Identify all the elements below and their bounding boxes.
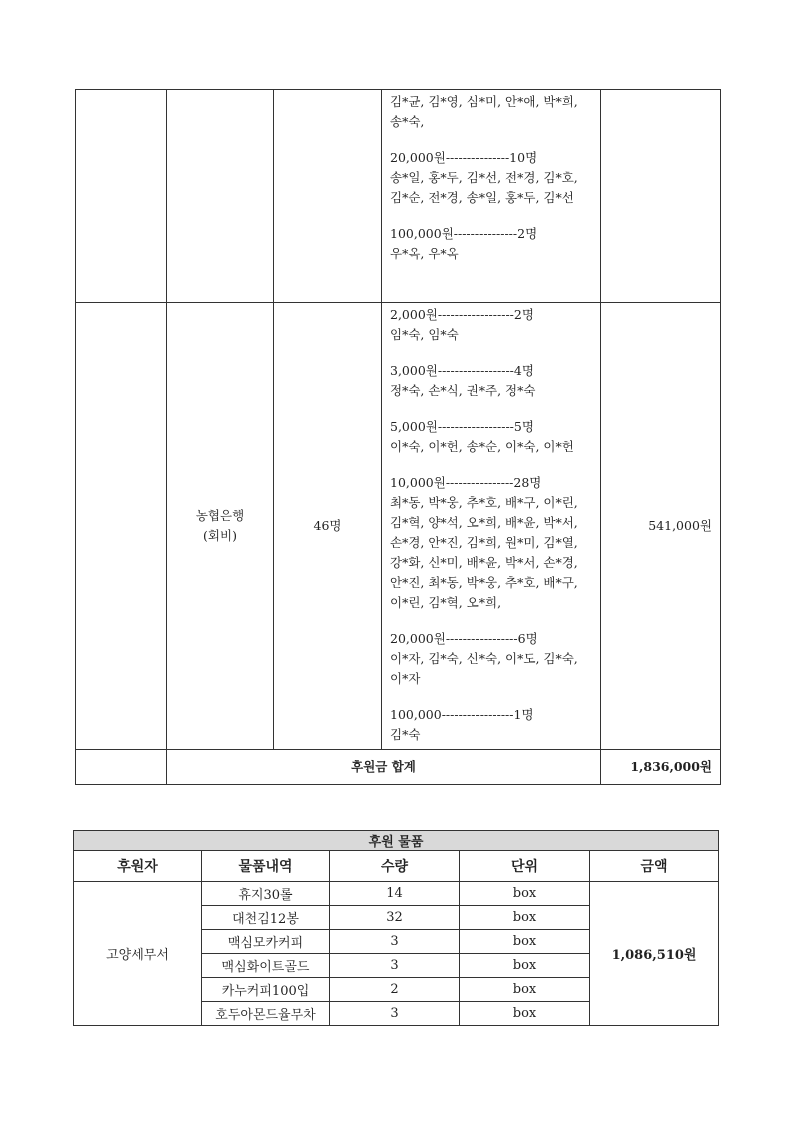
column-header-item: 물품내역 — [202, 851, 330, 882]
item-name: 호두아몬드율무차 — [202, 1002, 330, 1026]
column-header-unit: 단위 — [460, 851, 590, 882]
bank-type: (회비) — [203, 528, 237, 543]
donor-names: 우*옥, 우*옥 — [390, 246, 459, 261]
item-qty: 2 — [330, 978, 460, 1002]
total-label: 후원금 합계 — [167, 750, 601, 785]
donor-detail-cell — [382, 90, 601, 303]
item-unit: box — [460, 954, 590, 978]
amount-count-line: 100,000-----------------1명 — [390, 707, 534, 722]
donor-names: 임*숙, 임*숙 — [390, 327, 459, 342]
table-title-row — [74, 831, 719, 851]
amount-count-line: 20,000원-----------------6명 — [390, 631, 538, 646]
table-row — [74, 882, 719, 906]
empty-cell — [76, 90, 167, 303]
item-qty: 3 — [330, 1002, 460, 1026]
amount-count-line: 3,000원------------------4명 — [390, 363, 534, 378]
donation-group — [390, 148, 592, 208]
column-header-donor: 후원자 — [74, 851, 202, 882]
member-count-cell: 46명 — [274, 303, 382, 750]
amount-count-line: 100,000원---------------2명 — [390, 226, 538, 241]
item-name: 맥심모카커피 — [202, 930, 330, 954]
goods-donor: 고양세무서 — [74, 882, 202, 1026]
item-name: 맥심화이트골드 — [202, 954, 330, 978]
column-header-qty: 수량 — [330, 851, 460, 882]
amount-count-line: 10,000원----------------28명 — [390, 475, 542, 490]
amount-count-line: 2,000원------------------2명 — [390, 307, 534, 322]
item-qty: 14 — [330, 882, 460, 906]
donation-group — [390, 417, 592, 457]
table-row — [76, 90, 721, 303]
goods-amount: 1,086,510원 — [590, 882, 719, 1026]
item-unit: box — [460, 882, 590, 906]
empty-cell — [167, 90, 274, 303]
item-unit: box — [460, 930, 590, 954]
bank-name: 농협은행 — [195, 508, 245, 523]
donor-names: 이*자, 김*숙, 신*숙, 이*도, 김*숙, 이*자 — [390, 651, 578, 686]
item-name: 카누커피100입 — [202, 978, 330, 1002]
bank-name-cell — [167, 303, 274, 750]
item-qty: 3 — [330, 954, 460, 978]
donation-group — [390, 224, 592, 264]
empty-cell — [76, 750, 167, 785]
column-header-amount: 금액 — [590, 851, 719, 882]
donation-group — [390, 92, 592, 132]
donation-group — [390, 629, 592, 689]
item-qty: 32 — [330, 906, 460, 930]
item-unit: box — [460, 978, 590, 1002]
item-name: 대천김12봉 — [202, 906, 330, 930]
donation-group — [390, 705, 592, 745]
donor-names: 김*숙 — [390, 727, 421, 742]
donor-names: 김*균, 김*영, 심*미, 안*애, 박*희, 송*숙, — [390, 94, 578, 129]
donation-table — [75, 89, 721, 785]
goods-title: 후원 물품 — [74, 831, 719, 851]
donor-names: 최*동, 박*웅, 추*호, 배*구, 이*린, 김*혁, 양*석, 오*희, 배*윤, 박*서, 손*경, 안*진, 김*희, 원*미, 김*열, 강*화, 신*미, 배*윤, 박*서, 손*경, 안*진, 최*동, 박*웅, 추*호, 배*구, 이*린, 김*혁, 오*희, — [390, 495, 578, 610]
total-row — [76, 750, 721, 785]
empty-cell — [601, 90, 721, 303]
amount-count-line: 5,000원------------------5명 — [390, 419, 534, 434]
donor-detail-cell — [382, 303, 601, 750]
item-unit: box — [460, 906, 590, 930]
item-unit: box — [460, 1002, 590, 1026]
donation-group — [390, 305, 592, 345]
bank-amount-cell: 541,000원 — [601, 303, 721, 750]
goods-table — [73, 830, 719, 1026]
donor-names: 송*일, 홍*두, 김*선, 전*경, 김*호, 김*순, 전*경, 송*일, 홍*두, 김*선 — [390, 170, 578, 205]
total-amount: 1,836,000원 — [601, 750, 721, 785]
table-header-row — [74, 851, 719, 882]
table-row — [76, 303, 721, 750]
empty-cell — [274, 90, 382, 303]
donation-group — [390, 361, 592, 401]
item-name: 휴지30롤 — [202, 882, 330, 906]
donor-names: 이*숙, 이*헌, 송*순, 이*숙, 이*헌 — [390, 439, 574, 454]
donation-group — [390, 473, 592, 613]
amount-count-line: 20,000원---------------10명 — [390, 150, 538, 165]
empty-cell — [76, 303, 167, 750]
donor-names: 정*숙, 손*식, 권*주, 정*숙 — [390, 383, 536, 398]
item-qty: 3 — [330, 930, 460, 954]
